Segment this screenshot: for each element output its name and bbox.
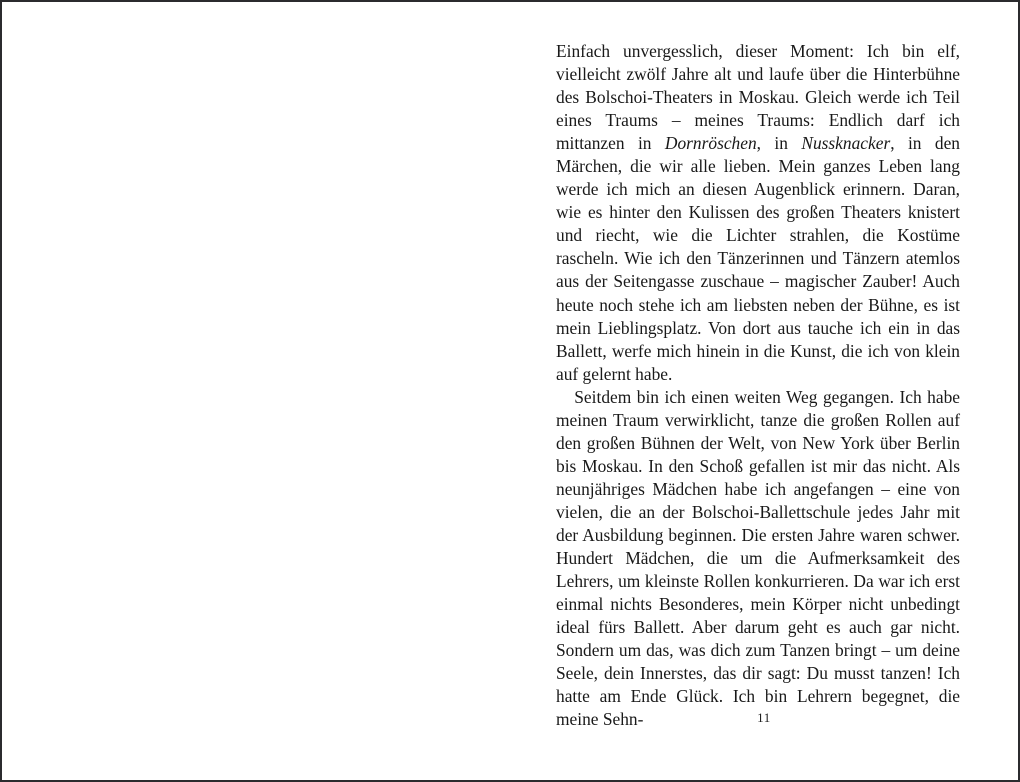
page-number: 11 [757, 710, 771, 725]
text-run: , in [756, 133, 802, 154]
paragraph [556, 40, 960, 386]
text-run: Seitdem bin ich einen weiten Weg gegangen. Ich habe meinen Traum verwirklicht, tanze die großen Rollen auf den großen Bühnen der Welt, von New York über Berlin bis Moskau. In den Schoß gefallen ist mir das nicht. Als neunjähriges Mädchen habe ich angefangen – eine von vielen, die an der Bolschoi-Ballettschule jedes Jahr mit der Ausbildung beginnen. Die ersten Jahre waren schwer. Hundert Mädchen, die um die Aufmerksamkeit des Lehrers, um kleinste Rollen konkurrieren. Da war ich erst einmal nichts Besonderes, mein Körper nicht unbedingt ideal fürs Ballett. Aber darum geht es auch gar nicht. Sondern um das, was dich zum Tanzen bringt – um deine Seele, dein Innerstes, das dir sagt: Du musst tanzen! Ich hatte am Ende Glück. Ich bin Lehrern begegnet, die meine Sehn- [556, 386, 960, 730]
text-run: Einfach unvergesslich, dieser Moment: Ich bin elf, vielleicht zwölf Jahre alt und laufe über die Hinterbühne des Bolschoi-Theaters in Moskau. Gleich werde ich Teil eines Traums – meines Traums: Endlich darf ich mittanzen in [556, 41, 960, 154]
page-recto [510, 2, 1018, 780]
body-text [556, 40, 960, 731]
paragraph [556, 386, 960, 732]
text-run: , in den Märchen, die wir alle lieben. Mein ganzes Leben lang werde ich mich an diesen Augenblick erinnern. Daran, wie es hinter den Kulissen des großen Theaters knistert und riecht, wie die Lichter strahlen, die Kostüme rascheln. Wie ich den Tänzerinnen und Tänzern atemlos aus der Seitengasse zuschaue – magischer Zauber! Auch heute noch stehe ich am liebsten neben der Bühne, es ist mein Lieblingsplatz. Von dort aus tauche ich ein in das Ballett, werfe mich hinein in die Kunst, die ich von klein auf gelernt habe. [556, 133, 960, 384]
italic-title: Nussknacker [801, 133, 891, 154]
page-verso-blank [2, 2, 510, 780]
italic-title: Dornröschen [664, 133, 757, 154]
